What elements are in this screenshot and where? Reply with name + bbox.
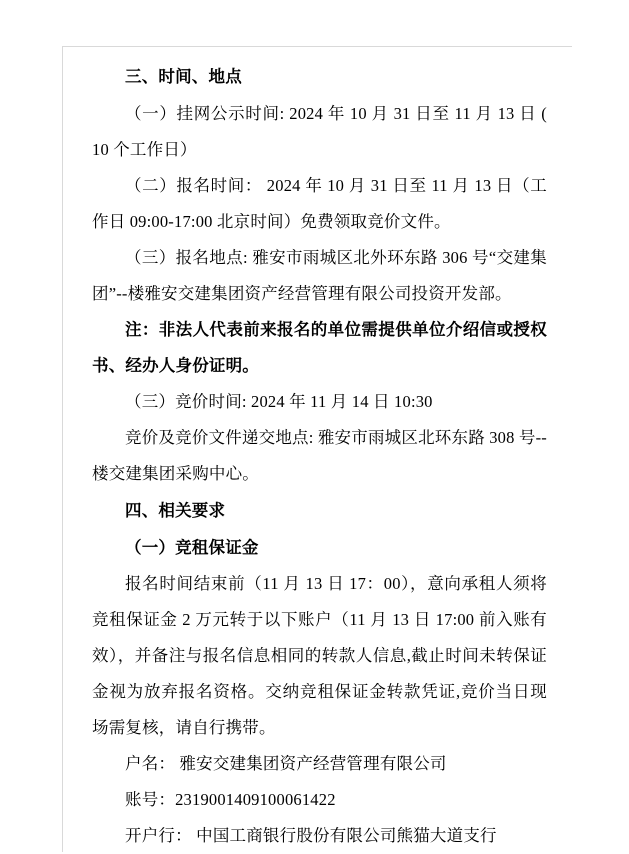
- paragraph-bidding-time: （三）竞价时间: 2024 年 11 月 14 日 10:30: [125, 392, 433, 411]
- bank-account-name: 户名： 雅安交建集团资产经营管理有限公司: [125, 754, 447, 773]
- paragraph-deposit-detail: 报名时间结束前（11 月 13 日 17：00），意向承租人须将竞租保证金 2 万元转于以下账户（11 月 13 日 17:00 前入账有效），并备注与报名信息相同的转款人信息,截止时间未转保证金视为放弃报名资格。交纳竞租保证金转款凭证,竞价当日现场需复核，请自行携带。: [92, 574, 547, 737]
- page-top-rule: [62, 46, 572, 47]
- bank-branch: 开户行： 中国工商银行股份有限公司熊猫大道支行: [125, 826, 497, 845]
- paragraph-delivery-place: 竞价及竞价文件递交地点: 雅安市雨城区北环东路 308 号--楼交建集团采购中心。: [92, 428, 547, 483]
- bank-account-number: 账号：2319001409100061422: [125, 790, 336, 809]
- document-body: [92, 58, 547, 854]
- section-heading-time-place: 三、时间、地点: [125, 67, 242, 86]
- paragraph-registration-time: （二）报名时间： 2024 年 10 月 31 日至 11 月 13 日（工作日 09:00-17:00 北京时间）免费领取竞价文件。: [92, 176, 547, 231]
- subheading-deposit: （一）竞租保证金: [125, 538, 259, 557]
- paragraph-note-authorization: 注：非法人代表前来报名的单位需提供单位介绍信或授权书、经办人身份证明。: [92, 320, 547, 375]
- paragraph-registration-place: （三）报名地点: 雅安市雨城区北外环东路 306 号“交建集团”--楼雅安交建集团资产经营管理有限公司投资开发部。: [92, 248, 547, 303]
- section-heading-requirements: 四、相关要求: [125, 501, 226, 520]
- paragraph-posting-time: （一）挂网公示时间: 2024 年 10 月 31 日至 11 月 13 日 ( 10 个工作日）: [92, 104, 547, 159]
- page-left-rule: [62, 46, 63, 852]
